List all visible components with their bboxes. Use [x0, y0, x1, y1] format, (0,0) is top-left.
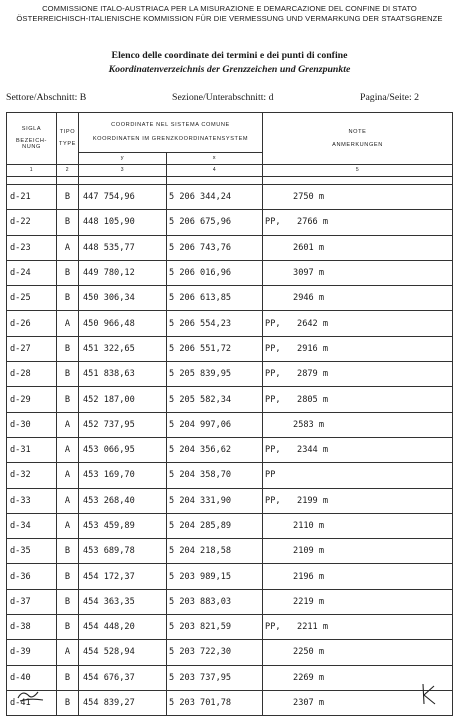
- table-row: [7, 488, 453, 513]
- tipo-cell: B: [57, 615, 79, 640]
- tipo-cell: A: [57, 235, 79, 260]
- distance-note: 2109 m: [293, 546, 325, 557]
- note-cell: [263, 539, 453, 564]
- sigla-cell: d-36: [7, 564, 57, 589]
- pp-flag: PP,: [265, 445, 281, 456]
- coordinate-y-cell: 453 169,70: [79, 463, 167, 488]
- column-number-row: [7, 165, 453, 177]
- distance-note: 2642 m: [297, 318, 329, 329]
- table-row: [7, 665, 453, 690]
- sigla-cell: d-22: [7, 210, 57, 235]
- sigla-cell: d-21: [7, 185, 57, 210]
- coordinate-x-cell: 5 206 551,72: [167, 336, 263, 361]
- coordinate-x-cell: 5 204 218,58: [167, 539, 263, 564]
- coordinate-y-cell: 447 754,96: [79, 185, 167, 210]
- tipo-cell: B: [57, 185, 79, 210]
- header-note-it: NOTE: [348, 128, 367, 135]
- pp-flag: PP: [265, 470, 276, 481]
- commission-header-italian: COMMISSIONE ITALO-AUSTRIACA PER LA MISURAZIONE E DEMARCAZIONE DEL CONFINE DI STATO: [42, 4, 417, 13]
- table-row: [7, 463, 453, 488]
- coordinate-x-cell: 5 203 821,59: [167, 615, 263, 640]
- distance-note: 3097 m: [293, 268, 325, 279]
- note-cell: [263, 412, 453, 437]
- pp-flag: PP,: [265, 318, 281, 329]
- tipo-cell: B: [57, 336, 79, 361]
- note-cell: [263, 589, 453, 614]
- table-body: [7, 185, 453, 716]
- coordinate-x-cell: 5 206 613,85: [167, 286, 263, 311]
- coordinate-y-cell: 450 306,34: [79, 286, 167, 311]
- coordinate-y-cell: 449 780,12: [79, 260, 167, 285]
- column-number: 2: [57, 165, 79, 177]
- handwritten-initial-right: [418, 682, 438, 706]
- coordinate-x-cell: 5 203 737,95: [167, 665, 263, 690]
- coordinate-y-cell: 454 839,27: [79, 690, 167, 715]
- coordinate-y-cell: 451 838,63: [79, 362, 167, 387]
- coordinate-y-cell: 454 528,94: [79, 640, 167, 665]
- note-cell: [263, 311, 453, 336]
- tipo-cell: B: [57, 387, 79, 412]
- table-row: [7, 336, 453, 361]
- distance-note: 2199 m: [297, 495, 329, 506]
- table-row: [7, 690, 453, 715]
- coordinate-y-cell: 454 676,37: [79, 665, 167, 690]
- coordinate-y-cell: 452 187,00: [79, 387, 167, 412]
- distance-note: 2344 m: [297, 445, 329, 456]
- distance-note: 2946 m: [293, 293, 325, 304]
- note-cell: [263, 362, 453, 387]
- distance-note: 2110 m: [293, 521, 325, 531]
- sigla-cell: d-35: [7, 539, 57, 564]
- tipo-cell: B: [57, 690, 79, 715]
- table-row: [7, 640, 453, 665]
- distance-note: 2601 m: [293, 242, 325, 253]
- pp-flag: PP,: [265, 217, 281, 228]
- sector-label: Settore/Abschnitt: B: [6, 92, 87, 103]
- table-header-row: [7, 113, 453, 153]
- tipo-cell: B: [57, 362, 79, 387]
- coordinate-y-cell: 450 966,48: [79, 311, 167, 336]
- tipo-cell: A: [57, 640, 79, 665]
- sigla-cell: d-32: [7, 463, 57, 488]
- sigla-cell: d-40: [7, 665, 57, 690]
- coordinate-x-cell: 5 203 883,03: [167, 589, 263, 614]
- distance-note: 2805 m: [297, 394, 329, 405]
- table-row: [7, 260, 453, 285]
- table-row: [7, 513, 453, 538]
- pp-flag: PP,: [265, 394, 281, 405]
- coordinate-y-cell: 452 737,95: [79, 412, 167, 437]
- note-cell: [263, 437, 453, 462]
- distance-note: 2307 m: [293, 698, 325, 709]
- sigla-cell: d-37: [7, 589, 57, 614]
- coordinate-y-cell: 448 535,77: [79, 235, 167, 260]
- coordinate-x-cell: 5 203 722,30: [167, 640, 263, 665]
- coordinate-y-cell: 453 689,78: [79, 539, 167, 564]
- spacer-row: [7, 177, 453, 185]
- table-row: [7, 362, 453, 387]
- page-number: Pagina/Seite: 2: [360, 92, 420, 103]
- table-row: [7, 615, 453, 640]
- table-row: [7, 185, 453, 210]
- commission-header-german: ÖSTERREICHISCH-ITALIENISCHE KOMMISSION FÜR DIE VERMESSUNG UND VERMARKUNG DER STAATSGRENZE: [16, 14, 443, 23]
- tipo-cell: B: [57, 286, 79, 311]
- distance-note: 2196 m: [293, 571, 325, 582]
- distance-note: 2211 m: [297, 622, 329, 633]
- coordinate-x-cell: 5 203 989,15: [167, 564, 263, 589]
- distance-note: 2269 m: [293, 672, 325, 683]
- sigla-cell: d-27: [7, 336, 57, 361]
- column-number: 1: [7, 165, 57, 177]
- note-cell: [263, 235, 453, 260]
- table-row: [7, 437, 453, 462]
- header-sigla: [7, 113, 57, 165]
- sigla-cell: d-33: [7, 488, 57, 513]
- header-coordinates: [79, 113, 263, 153]
- coordinate-x-cell: 5 206 344,24: [167, 185, 263, 210]
- pp-flag: PP,: [265, 495, 281, 506]
- sigla-cell: d-41: [7, 690, 57, 715]
- coordinate-x-cell: 5 204 285,89: [167, 513, 263, 538]
- sigla-cell: d-31: [7, 437, 57, 462]
- table-row: [7, 210, 453, 235]
- coordinate-x-cell: 5 204 997,06: [167, 412, 263, 437]
- note-cell: [263, 336, 453, 361]
- coordinate-x-cell: 5 206 675,96: [167, 210, 263, 235]
- coordinate-x-cell: 5 205 839,95: [167, 362, 263, 387]
- table-row: [7, 589, 453, 614]
- distance-note: 2879 m: [297, 369, 329, 380]
- coordinate-x-cell: 5 206 016,96: [167, 260, 263, 285]
- tipo-cell: B: [57, 539, 79, 564]
- tipo-cell: A: [57, 463, 79, 488]
- header-tipo: [57, 113, 79, 165]
- header-tipo-it: TIPO: [59, 129, 76, 136]
- coordinate-y-cell: 448 105,90: [79, 210, 167, 235]
- column-number: 5: [263, 165, 453, 177]
- note-cell: [263, 463, 453, 488]
- note-cell: [263, 488, 453, 513]
- sigla-cell: d-23: [7, 235, 57, 260]
- sigla-cell: d-26: [7, 311, 57, 336]
- coordinate-x-cell: 5 203 701,78: [167, 690, 263, 715]
- distance-note: 2916 m: [297, 343, 329, 354]
- header-note: [263, 113, 453, 165]
- coordinate-x-cell: 5 204 331,90: [167, 488, 263, 513]
- tipo-cell: A: [57, 437, 79, 462]
- header-y: y: [79, 153, 167, 165]
- note-cell: [263, 210, 453, 235]
- sigla-cell: d-30: [7, 412, 57, 437]
- note-cell: [263, 513, 453, 538]
- distance-note: 2583 m: [293, 419, 325, 430]
- tipo-cell: B: [57, 589, 79, 614]
- sigla-cell: d-24: [7, 260, 57, 285]
- header-note-de: ANMERKUNGEN: [332, 141, 383, 148]
- handwritten-initial-left: [16, 686, 46, 704]
- tipo-cell: A: [57, 513, 79, 538]
- table-row: [7, 412, 453, 437]
- header-sigla-de: BEZEICH-NUNG: [16, 137, 47, 151]
- table-row: [7, 311, 453, 336]
- coordinate-x-cell: 5 204 358,70: [167, 463, 263, 488]
- tipo-cell: B: [57, 210, 79, 235]
- sigla-cell: d-25: [7, 286, 57, 311]
- column-number: 4: [167, 165, 263, 177]
- sigla-cell: d-34: [7, 513, 57, 538]
- note-cell: [263, 286, 453, 311]
- document-title-german: Koordinatenverzeichnis der Grenzzeichen und Grenzpunkte: [108, 64, 351, 75]
- distance-note: 2250 m: [293, 647, 325, 658]
- coordinate-x-cell: 5 206 743,76: [167, 235, 263, 260]
- note-cell: [263, 640, 453, 665]
- sigla-cell: d-29: [7, 387, 57, 412]
- header-x: x: [167, 153, 263, 165]
- coordinate-y-cell: 454 448,20: [79, 615, 167, 640]
- note-cell: [263, 387, 453, 412]
- tipo-cell: B: [57, 564, 79, 589]
- tipo-cell: A: [57, 412, 79, 437]
- tipo-cell: B: [57, 665, 79, 690]
- tipo-cell: B: [57, 260, 79, 285]
- table-row: [7, 387, 453, 412]
- tipo-cell: A: [57, 488, 79, 513]
- coordinate-y-cell: 454 363,35: [79, 589, 167, 614]
- table-row: [7, 235, 453, 260]
- document-title-italian: Elenco delle coordinate dei termini e dei punti di confine: [111, 50, 348, 61]
- header-coordinates-it: COORDINATE NEL SISTEMA COMUNE: [111, 122, 230, 129]
- note-cell: [263, 260, 453, 285]
- table-row: [7, 539, 453, 564]
- header-tipo-de: TYPE: [58, 141, 76, 147]
- subsector-label: Sezione/Unterabschnitt: d: [172, 92, 274, 103]
- table-row: [7, 564, 453, 589]
- pp-flag: PP,: [265, 343, 281, 354]
- coordinates-table: [6, 112, 453, 716]
- coordinate-x-cell: 5 205 582,34: [167, 387, 263, 412]
- note-cell: [263, 615, 453, 640]
- column-number: 3: [79, 165, 167, 177]
- note-cell: [263, 564, 453, 589]
- sigla-cell: d-39: [7, 640, 57, 665]
- coordinate-y-cell: 453 459,89: [79, 513, 167, 538]
- tipo-cell: A: [57, 311, 79, 336]
- note-cell: [263, 185, 453, 210]
- sigla-cell: d-28: [7, 362, 57, 387]
- coordinate-y-cell: 451 322,65: [79, 336, 167, 361]
- pp-flag: PP,: [265, 369, 281, 380]
- pp-flag: PP,: [265, 622, 281, 633]
- distance-note: 2750 m: [293, 192, 325, 203]
- sigla-cell: d-38: [7, 615, 57, 640]
- header-sigla-it: SIGLA: [21, 125, 42, 132]
- header-coordinates-de: KOORDINATEN IM GRENZKOORDINATENSYSTEM: [92, 136, 249, 142]
- coordinate-y-cell: 453 066,95: [79, 437, 167, 462]
- coordinate-y-cell: 453 268,40: [79, 488, 167, 513]
- coordinate-x-cell: 5 204 356,62: [167, 437, 263, 462]
- distance-note: 2219 m: [293, 596, 325, 607]
- coordinate-y-cell: 454 172,37: [79, 564, 167, 589]
- distance-note: 2766 m: [297, 217, 329, 228]
- table-row: [7, 286, 453, 311]
- coordinate-x-cell: 5 206 554,23: [167, 311, 263, 336]
